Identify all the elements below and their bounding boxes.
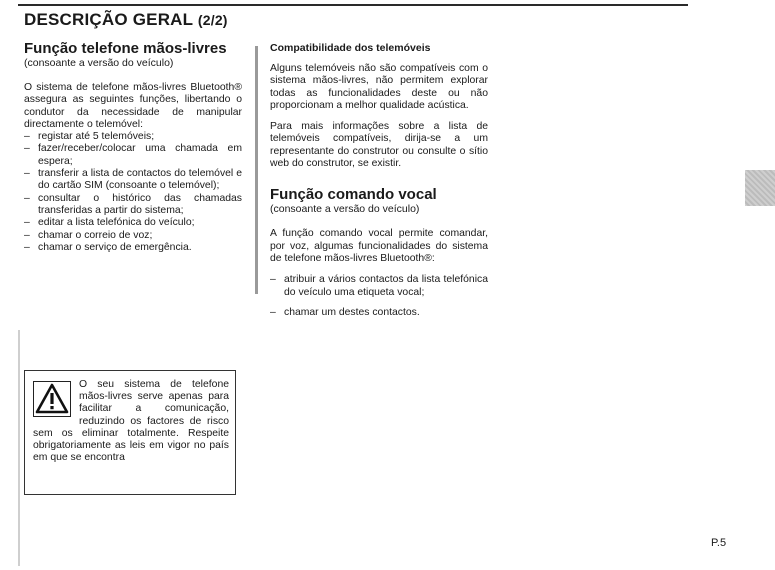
handsfree-intro: O sistema de telefone mãos-livres Bluetooth® assegura as seguintes funções, libertando o condutor da necessidade de manipular directamente o telemóvel: xyxy=(24,82,242,130)
warning-text: O seu sistema de telefone mãos-livres serve apenas para facilitar a comunicação, reduzindo os factores de risco sem os eliminar totalmente. Respeite obrigatoriamente as leis em vigor no país em que se encontra xyxy=(33,379,229,464)
list-item: – chamar o serviço de emergência. xyxy=(24,242,242,254)
compat-paragraph-2: Para mais informações sobre a lista de telemóveis compatíveis, dirija-se a um representante do construtor ou consulte o sítio web do construtor, se existir. xyxy=(270,121,488,170)
page-title xyxy=(24,10,228,30)
voice-heading: Função comando vocal xyxy=(270,186,437,204)
column-divider xyxy=(255,46,258,294)
list-item: – consultar o histórico das chamadas transferidas a partir do sistema; xyxy=(24,193,242,218)
voice-subheading: (consoante a versão do veículo) xyxy=(270,203,420,216)
voice-function-list xyxy=(270,274,488,319)
compat-paragraph-1: Alguns telemóveis não são compatíveis com o sistema mãos-livres, não permitem explorar todas as funcionalidades deste ou não proporcionam a melhor qualidade acústica. xyxy=(270,63,488,111)
warning-triangle-icon xyxy=(33,381,71,417)
page-title-text: DESCRIÇÃO GERAL xyxy=(24,10,193,29)
page-number: P.5 xyxy=(711,537,727,549)
left-column xyxy=(24,40,242,254)
list-item: – chamar um destes contactos. xyxy=(270,307,488,319)
list-item: – fazer/receber/colocar uma chamada em espera; xyxy=(24,143,242,168)
warning-box xyxy=(24,370,236,495)
section-thumb-tab xyxy=(745,170,775,206)
list-item: – chamar o correio de voz; xyxy=(24,230,242,242)
right-column xyxy=(270,42,488,327)
handsfree-heading: Função telefone mãos-livres xyxy=(24,40,227,57)
left-edge-line xyxy=(18,330,20,566)
compat-heading: Compatibilidade dos telemóveis xyxy=(270,42,431,54)
voice-intro: A função comando vocal permite comandar, por voz, algumas funcionalidades do sistema de telefone mãos-livres Bluetooth®: xyxy=(270,228,488,264)
list-item: – atribuir a vários contactos da lista telefónica do veículo uma etiqueta vocal; xyxy=(270,274,488,299)
list-item: – transferir a lista de contactos do telemóvel e do cartão SIM (consoante o telemóvel); xyxy=(24,168,242,193)
list-item: – registar até 5 telemóveis; xyxy=(24,131,242,143)
list-item: – editar a lista telefónica do veículo; xyxy=(24,217,242,229)
handsfree-subheading: (consoante a versão do veículo) xyxy=(24,57,174,69)
handsfree-function-list xyxy=(24,131,242,254)
top-rule xyxy=(18,4,688,6)
page-fraction: (2/2) xyxy=(197,12,228,28)
